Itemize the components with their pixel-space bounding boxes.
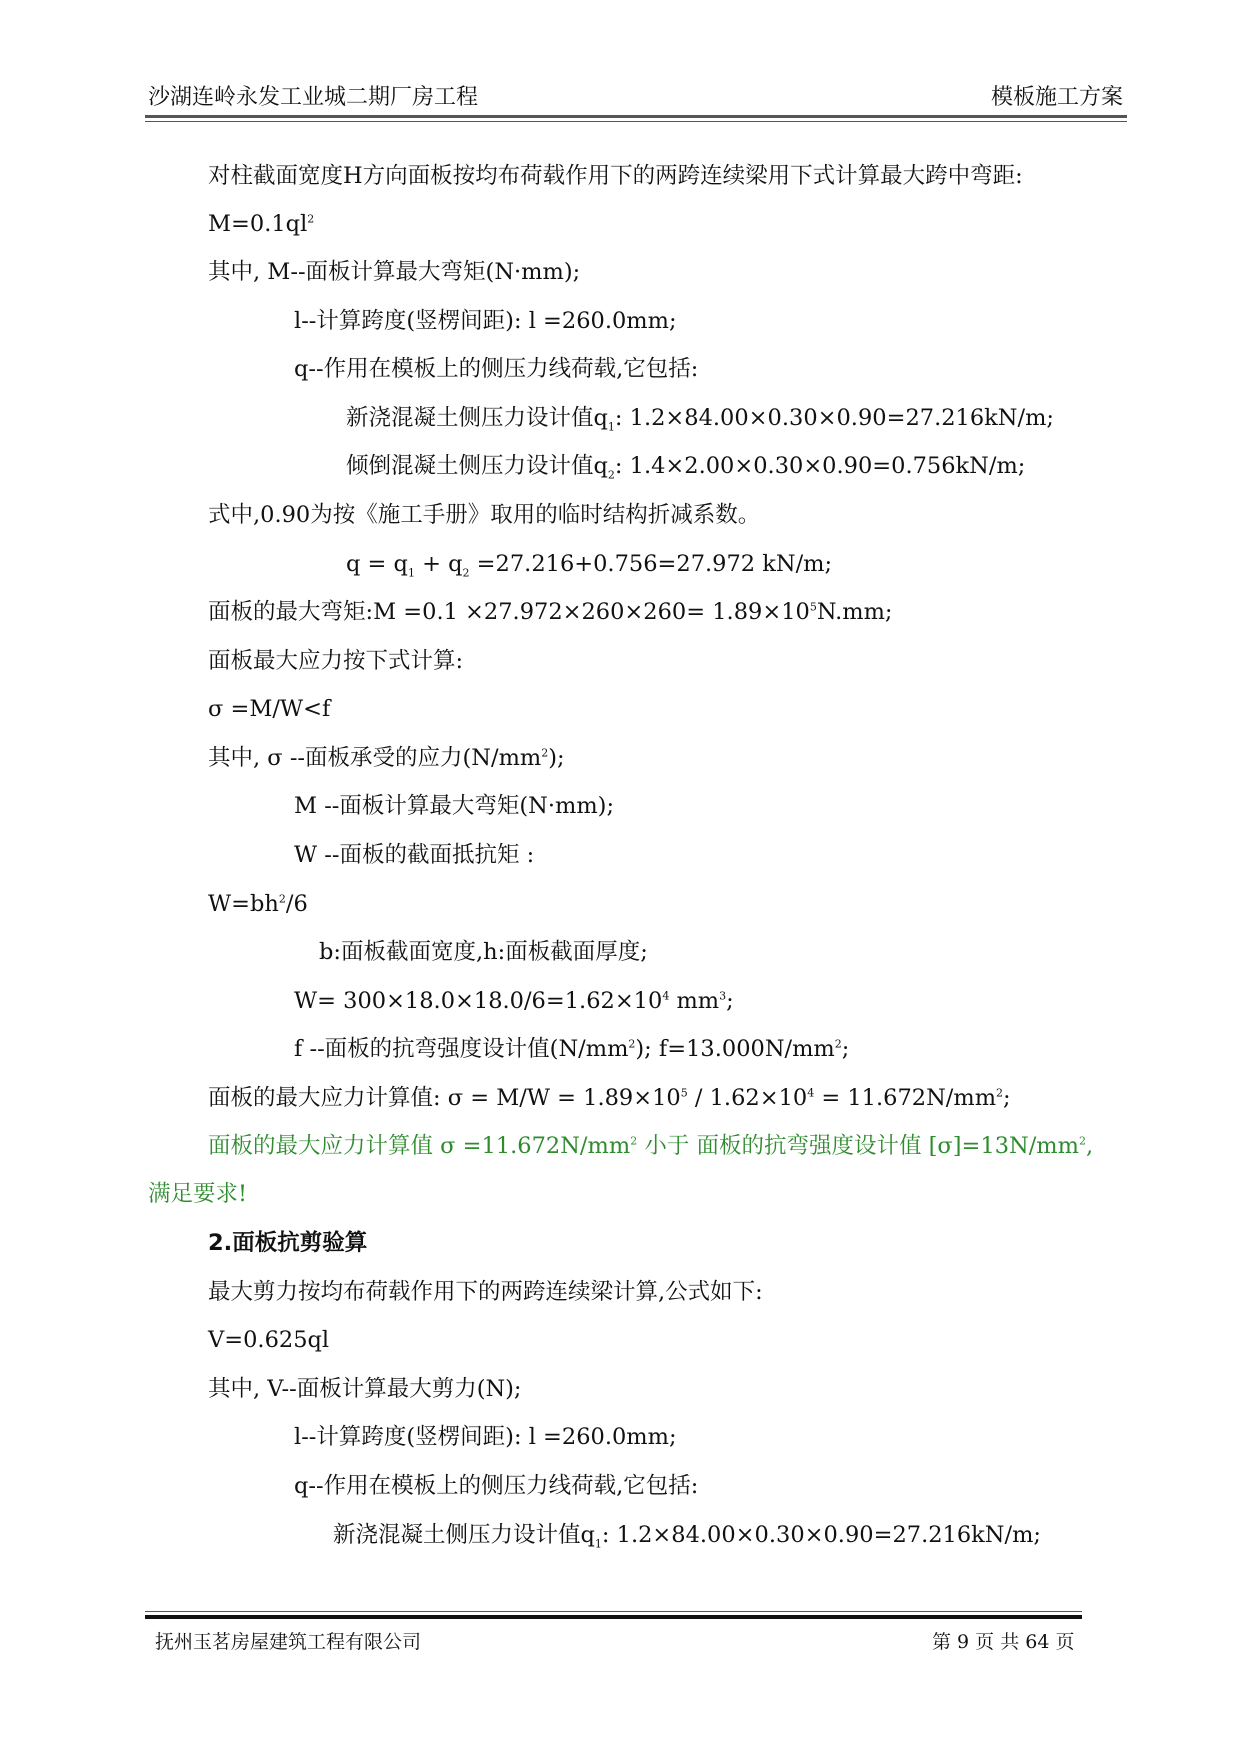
text-line-19: f --面板的抗弯强度设计值$(N/mm^2)$; $f=13.000N/mm^2$;	[294, 1036, 850, 1062]
formula-shear: V=0.625ql	[208, 1327, 330, 1353]
text-line-10: 面板的最大弯矩:M $=0.1 \times 27.972\times 260\times 260= 1.89\times 10^5N.mm$;	[208, 599, 893, 625]
text-line-08: 式中,0.90为按《施工手册》取用的临时结构折减系数。	[208, 502, 761, 528]
check-result-conclusion: 满足要求!	[148, 1181, 248, 1207]
text-line-28: q--作用在模板上的侧压力线荷载,它包括:	[294, 1473, 699, 1499]
text-line-17: b:面板截面宽度,h:面板截面厚度;	[319, 939, 648, 965]
header-rule-thin	[145, 121, 1127, 122]
text-line-13: 其中, σ --面板承受的应力$(N/mm^2)$;	[208, 745, 565, 771]
text-line-29: 新浇混凝土侧压力设计值$q_1$: 1.2×84.00×0.30×0.90=27.216kN/m;	[333, 1522, 1041, 1551]
header-doc-type: 模板施工方案	[990, 85, 1123, 110]
check-result-line: 面板的最大应力计算值 $\sigma =11.672N/mm^2$ 小于 面板的抗弯强度设计值 $[\sigma]=13N/mm^2$,	[208, 1133, 1094, 1159]
text-line-04: l--计算跨度(竖楞间距): l =260.0mm;	[294, 308, 677, 334]
header-project-name: 沙湖连岭永发工业城二期厂房工程	[148, 85, 479, 110]
text-line-11: 面板最大应力按下式计算:	[208, 648, 464, 674]
formula-stress: σ =M/W<f	[208, 696, 331, 722]
footer-company: 抚州玉茗房屋建筑工程有限公司	[155, 1631, 422, 1653]
text-line-15: W --面板的截面抵抗矩 :	[294, 842, 535, 868]
text-line-20: 面板的最大应力计算值: $\sigma = M/W = 1.89\times 10^5 / 1.62\times 10^4 = 11.672N/mm^2$;	[208, 1085, 1011, 1111]
formula-section-modulus: $W=bh^2/6$	[208, 891, 308, 917]
header-rule-thick	[145, 115, 1127, 118]
text-line-05: q--作用在模板上的侧压力线荷载,它包括:	[294, 356, 699, 382]
text-line-18: $W= 300\times 18.0\times 18.0/6=1.62\times 10^4$ $mm^3$;	[294, 988, 734, 1014]
text-line-03: 其中, M--面板计算最大弯矩(N·mm);	[208, 259, 581, 285]
text-line-06: 新浇混凝土侧压力设计值$q_1$: 1.2×84.00×0.30×0.90=27.216kN/m;	[346, 405, 1054, 434]
text-line-07: 倾倒混凝土侧压力设计值$q_2$: 1.4×2.00×0.30×0.90=0.756kN/m;	[346, 453, 1026, 482]
text-line-24: 最大剪力按均布荷载作用下的两跨连续梁计算,公式如下:	[208, 1279, 763, 1305]
text-line-26: 其中, V--面板计算最大剪力(N);	[208, 1376, 522, 1402]
text-line-27: l--计算跨度(竖楞间距): l =260.0mm;	[294, 1424, 677, 1450]
formula-q-total: $q = q_1 + q_2 =27.216+0.756=27.972$ kN/m;	[346, 551, 833, 580]
footer-page-number: 第 9 页 共 64 页	[932, 1631, 1075, 1653]
section-heading: 2.面板抗剪验算	[208, 1230, 368, 1256]
footer-rule-thick	[145, 1615, 1082, 1619]
text-line-01: 对柱截面宽度H方向面板按均布荷载作用下的两跨连续梁用下式计算最大跨中弯距:	[208, 163, 1023, 189]
footer-rule-thin	[145, 1611, 1082, 1612]
formula-moment: $M=0.1ql^2$	[208, 211, 315, 237]
text-line-14: M --面板计算最大弯矩(N·mm);	[294, 793, 615, 819]
